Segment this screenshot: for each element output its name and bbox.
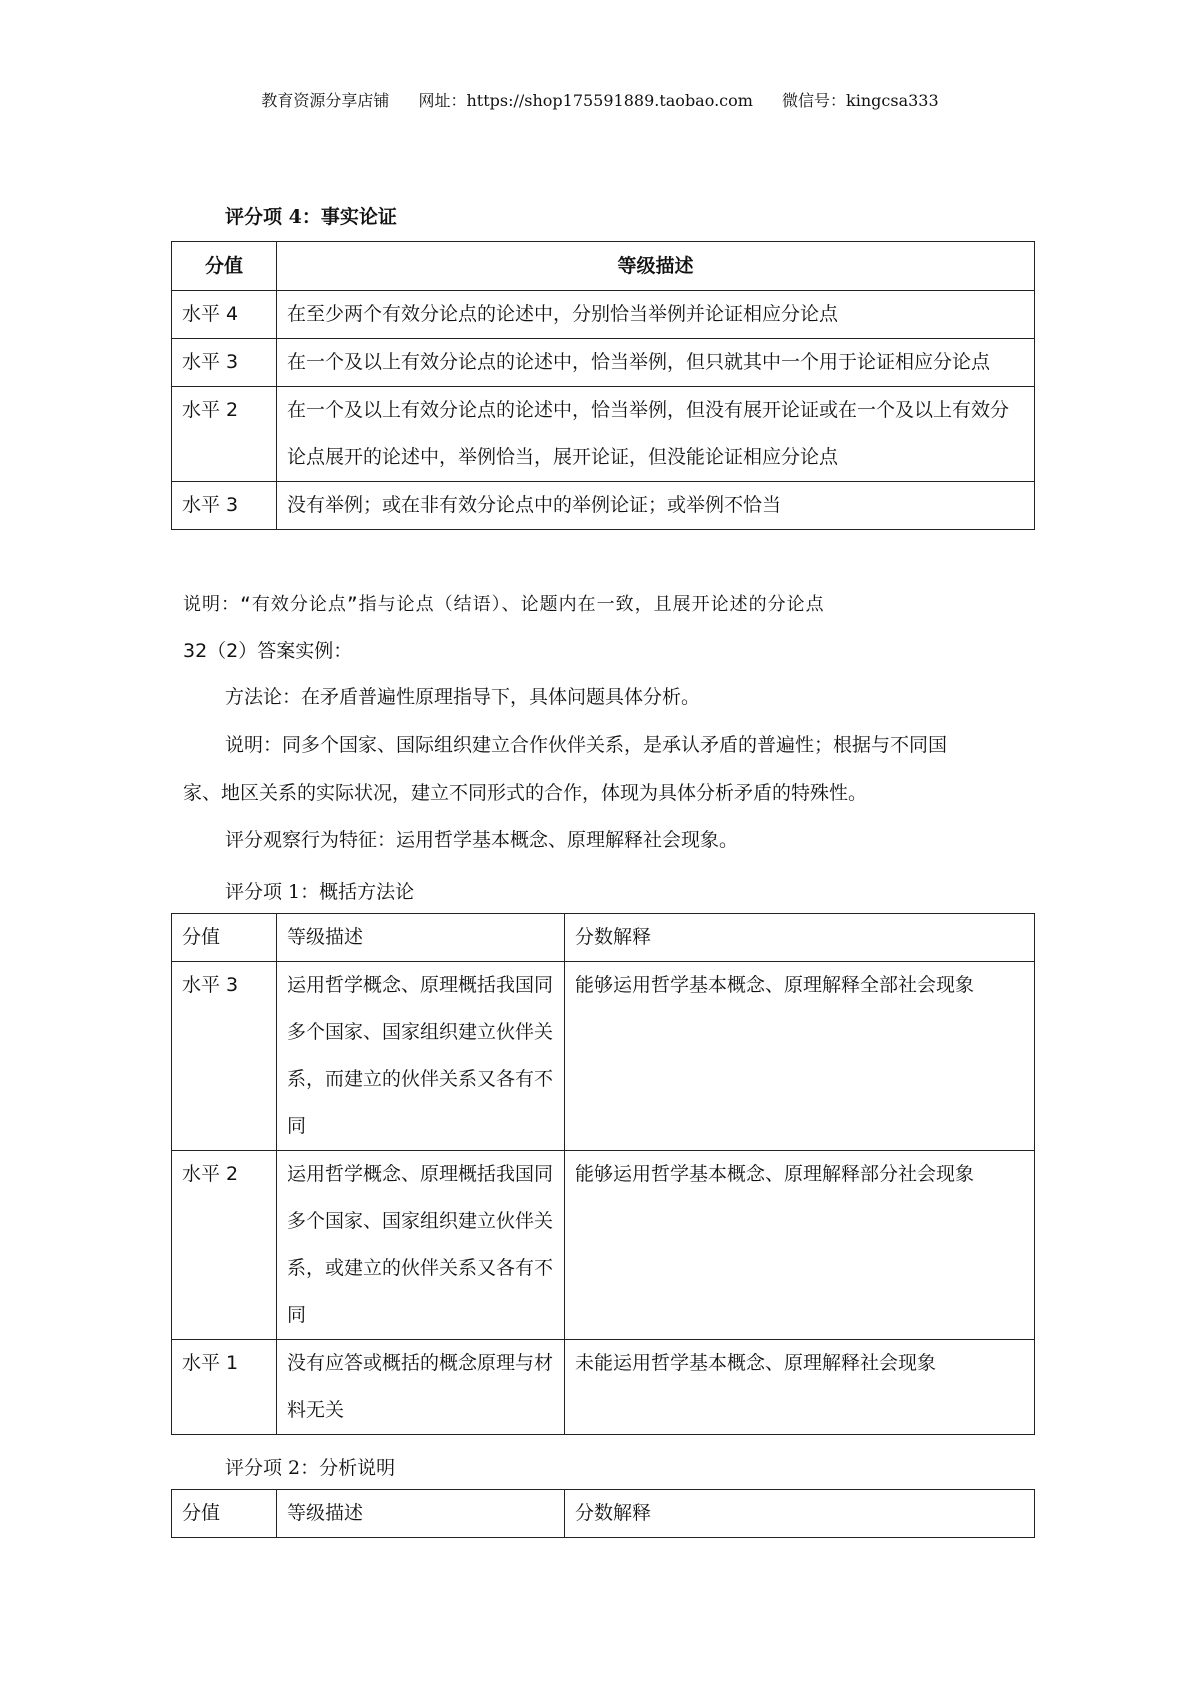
column-header: 等级描述 xyxy=(277,242,1035,291)
section2-table xyxy=(171,1489,1035,1538)
header-wechat: 微信号：kingcsa333 xyxy=(782,91,939,110)
table-row xyxy=(172,482,1035,530)
header-url: 网址：https://shop175591889.taobao.com xyxy=(418,91,753,110)
section2-title: 评分项 2：分析说明 xyxy=(225,1457,396,1479)
table-header-row xyxy=(172,914,1035,962)
page-header xyxy=(0,88,1200,111)
table-row xyxy=(172,387,1035,482)
column-header: 分数解释 xyxy=(565,1490,1035,1538)
desc-cell: 运用哲学概念、原理概括我国同多个国家、国家组织建立伙伴关系，而建立的伙伴关系又各有不同 xyxy=(277,962,565,1151)
section4-table xyxy=(171,241,1035,530)
explain-cell: 未能运用哲学基本概念、原理解释社会现象 xyxy=(565,1340,1035,1435)
column-header: 分值 xyxy=(172,914,277,962)
table-row xyxy=(172,1151,1035,1340)
table-header-row xyxy=(172,1490,1035,1538)
column-header: 分数解释 xyxy=(565,914,1035,962)
level-cell: 水平 3 xyxy=(172,482,277,530)
desc-cell: 在至少两个有效分论点的论述中，分别恰当举例并论证相应分论点 xyxy=(277,291,1035,339)
column-header: 等级描述 xyxy=(277,1490,565,1538)
level-cell: 水平 3 xyxy=(172,962,277,1151)
desc-cell: 没有应答或概括的概念原理与材料无关 xyxy=(277,1340,565,1435)
level-cell: 水平 3 xyxy=(172,339,277,387)
explain-cell: 能够运用哲学基本概念、原理解释全部社会现象 xyxy=(565,962,1035,1151)
desc-cell: 没有举例；或在非有效分论点中的举例论证；或举例不恰当 xyxy=(277,482,1035,530)
level-cell: 水平 4 xyxy=(172,291,277,339)
section1-title: 评分项 1：概括方法论 xyxy=(225,881,415,903)
section4-title: 评分项 4：事实论证 xyxy=(225,206,397,228)
desc-cell: 在一个及以上有效分论点的论述中，恰当举例，但只就其中一个用于论证相应分论点 xyxy=(277,339,1035,387)
header-shop: 教育资源分享店铺 xyxy=(261,91,390,110)
answer-method: 方法论：在矛盾普遍性原理指导下，具体问题具体分析。 xyxy=(225,686,701,708)
section1-table xyxy=(171,913,1035,1435)
explain-cell: 能够运用哲学基本概念、原理解释部分社会现象 xyxy=(565,1151,1035,1340)
table-header-row xyxy=(172,242,1035,291)
level-cell: 水平 2 xyxy=(172,387,277,482)
column-header: 分值 xyxy=(172,1490,277,1538)
column-header: 分值 xyxy=(172,242,277,291)
column-header: 等级描述 xyxy=(277,914,565,962)
answer-explain-line2: 家、地区关系的实际状况，建立不同形式的合作，体现为具体分析矛盾的特殊性。 xyxy=(183,782,868,804)
desc-cell: 在一个及以上有效分论点的论述中，恰当举例，但没有展开论证或在一个及以上有效分论点展开的论述中，举例恰当，展开论证，但没能论证相应分论点 xyxy=(277,387,1035,482)
table-row xyxy=(172,962,1035,1151)
desc-cell: 运用哲学概念、原理概括我国同多个国家、国家组织建立伙伴关系，或建立的伙伴关系又各有不同 xyxy=(277,1151,565,1340)
table-row xyxy=(172,339,1035,387)
level-cell: 水平 2 xyxy=(172,1151,277,1340)
level-cell: 水平 1 xyxy=(172,1340,277,1435)
answer-heading: 32（2）答案实例： xyxy=(183,640,353,662)
section4-note: 说明：“有效分论点”指与论点（结语）、论题内在一致，且展开论述的分论点 xyxy=(183,594,825,615)
answer-explain-line1: 说明：同多个国家、国际组织建立合作伙伴关系，是承认矛盾的普遍性；根据与不同国 xyxy=(225,734,948,756)
answer-feature: 评分观察行为特征：运用哲学基本概念、原理解释社会现象。 xyxy=(225,829,739,851)
table-row xyxy=(172,291,1035,339)
table-row xyxy=(172,1340,1035,1435)
